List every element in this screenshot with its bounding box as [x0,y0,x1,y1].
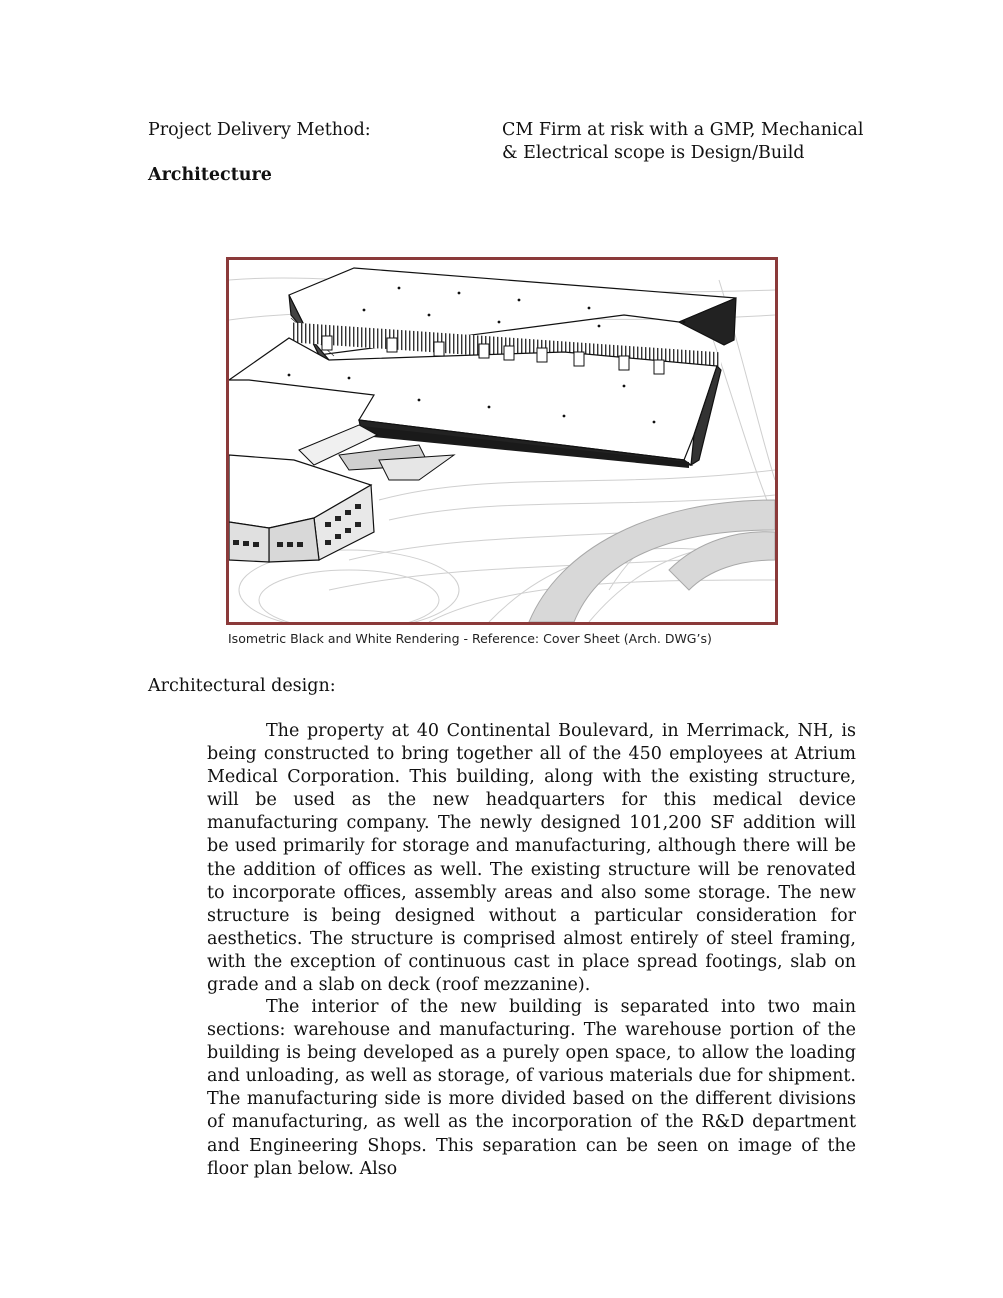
body-paragraph-1: The property at 40 Continental Boulevard, in Merrimack, NH, is being constructed to bring together all of the 450 employees at Atrium Medical Corporation. This building, along with the existing structure, will be used as the new headquarters for this medical device manufacturing company. The newly designed 101,200 SF addition will be used primarily for storage and manufacturing, although there will be the addition of offices as well. The existing structure will be renovated to incorporate offices, assembly areas and also some storage. The new structure is being designed without a particular consideration for aesthetics. The structure is comprised almost entirely of steel framing, with the exception of continuous cast in place spread footings, slab on grade and a slab on deck (roof mezzanine). [207,721,856,996]
architectural-design-heading: Architectural design: [148,676,336,696]
section-title: Architecture [148,165,272,185]
isometric-rendering-figure [226,257,778,625]
figure-caption: Isometric Black and White Rendering - Reference: Cover Sheet (Arch. DWG’s) [228,631,712,646]
project-delivery-value: CM Firm at risk with a GMP, Mechanical & Electrical scope is Design/Build [502,120,864,163]
isometric-rendering-drawing [229,260,775,622]
body-paragraph-2: The interior of the new building is separated into two main sections: warehouse and manufacturing. The warehouse portion of the building is being developed as a purely open space, to allow the loading and unloading, as well as storage, of various materials due for shipment. The manufacturing side is more divided based on the different divisions of manufacturing, as well as the incorporation of the R&D department and Engineering Shops. This separation can be seen on image of the floor plan below. Also [207,997,856,1179]
project-delivery-label: Project Delivery Method: [148,120,371,140]
